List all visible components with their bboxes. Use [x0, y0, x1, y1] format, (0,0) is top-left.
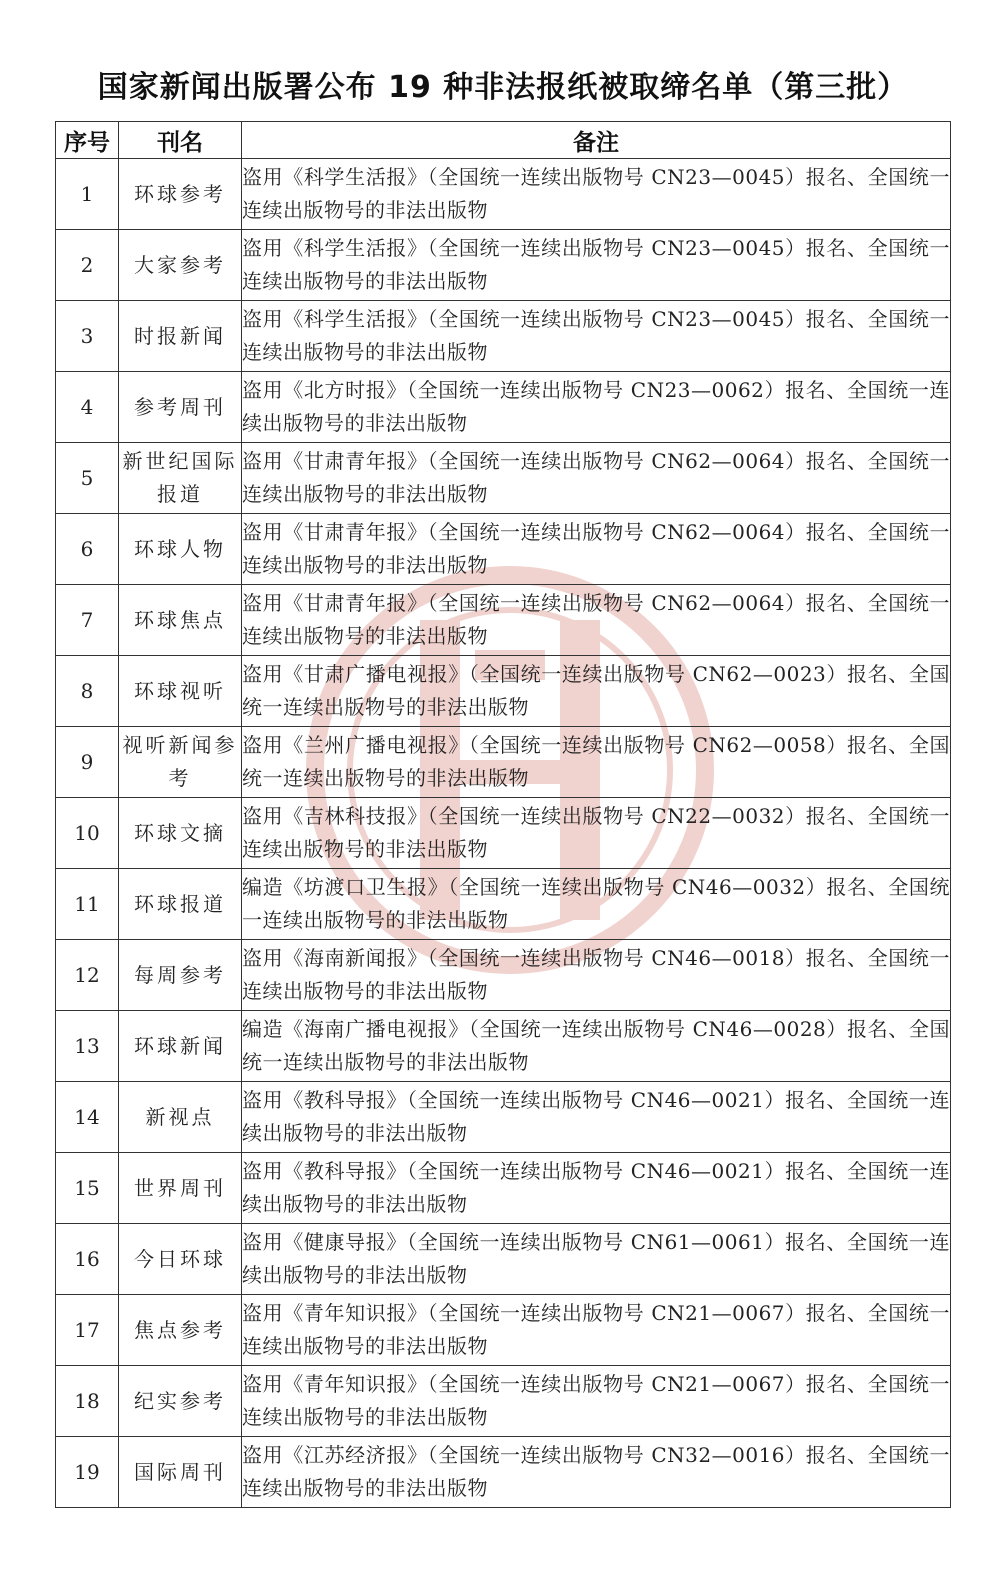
row-note: 盗用《甘肃广播电视报》（全国统一连续出版物号 CN62—0023）报名、全国统一连续出版物号的非法出版物 — [242, 656, 951, 727]
row-no: 5 — [56, 443, 119, 514]
row-no: 9 — [56, 727, 119, 798]
row-note: 盗用《北方时报》（全国统一连续出版物号 CN23—0062）报名、全国统一连续出版物号的非法出版物 — [242, 372, 951, 443]
row-no: 8 — [56, 656, 119, 727]
table-row — [56, 514, 951, 585]
row-no: 1 — [56, 159, 119, 230]
table-row — [56, 656, 951, 727]
header-note: 备注 — [242, 122, 951, 159]
row-no: 17 — [56, 1295, 119, 1366]
row-no: 14 — [56, 1082, 119, 1153]
table-row — [56, 727, 951, 798]
row-name: 世界周刊 — [119, 1153, 242, 1224]
row-name: 今日环球 — [119, 1224, 242, 1295]
table-row — [56, 940, 951, 1011]
row-name: 新世纪国际报道 — [119, 443, 242, 514]
row-note: 盗用《科学生活报》（全国统一连续出版物号 CN23—0045）报名、全国统一连续出版物号的非法出版物 — [242, 159, 951, 230]
row-note: 盗用《海南新闻报》（全国统一连续出版物号 CN46—0018）报名、全国统一连续出版物号的非法出版物 — [242, 940, 951, 1011]
row-no: 2 — [56, 230, 119, 301]
row-note: 盗用《甘肃青年报》（全国统一连续出版物号 CN62—0064）报名、全国统一连续出版物号的非法出版物 — [242, 585, 951, 656]
table-row — [56, 1011, 951, 1082]
row-note: 盗用《青年知识报》（全国统一连续出版物号 CN21—0067）报名、全国统一连续出版物号的非法出版物 — [242, 1295, 951, 1366]
table-header-row — [56, 122, 951, 159]
row-name: 每周参考 — [119, 940, 242, 1011]
row-no: 10 — [56, 798, 119, 869]
table-row — [56, 869, 951, 940]
row-note: 盗用《青年知识报》（全国统一连续出版物号 CN21—0067）报名、全国统一连续出版物号的非法出版物 — [242, 1366, 951, 1437]
row-note: 盗用《甘肃青年报》（全国统一连续出版物号 CN62—0064）报名、全国统一连续出版物号的非法出版物 — [242, 443, 951, 514]
row-name: 环球文摘 — [119, 798, 242, 869]
row-no: 15 — [56, 1153, 119, 1224]
row-name: 国际周刊 — [119, 1437, 242, 1508]
table-row — [56, 798, 951, 869]
table-row — [56, 301, 951, 372]
table-row — [56, 372, 951, 443]
row-no: 12 — [56, 940, 119, 1011]
row-no: 7 — [56, 585, 119, 656]
row-no: 16 — [56, 1224, 119, 1295]
row-name: 时报新闻 — [119, 301, 242, 372]
illegal-newspaper-table — [55, 121, 951, 1508]
row-no: 6 — [56, 514, 119, 585]
row-note: 盗用《江苏经济报》（全国统一连续出版物号 CN32—0016）报名、全国统一连续出版物号的非法出版物 — [242, 1437, 951, 1508]
table-row — [56, 1153, 951, 1224]
row-note: 盗用《甘肃青年报》（全国统一连续出版物号 CN62—0064）报名、全国统一连续出版物号的非法出版物 — [242, 514, 951, 585]
row-name: 大家参考 — [119, 230, 242, 301]
table-row — [56, 230, 951, 301]
page-title: 国家新闻出版署公布 19 种非法报纸被取缔名单（第三批） — [97, 70, 909, 105]
row-note: 编造《海南广播电视报》（全国统一连续出版物号 CN46—0028）报名、全国统一连续出版物号的非法出版物 — [242, 1011, 951, 1082]
row-name: 环球报道 — [119, 869, 242, 940]
row-no: 3 — [56, 301, 119, 372]
row-name: 环球参考 — [119, 159, 242, 230]
row-name: 参考周刊 — [119, 372, 242, 443]
row-note: 盗用《科学生活报》（全国统一连续出版物号 CN23—0045）报名、全国统一连续出版物号的非法出版物 — [242, 301, 951, 372]
row-name: 焦点参考 — [119, 1295, 242, 1366]
row-note: 编造《坊渡口卫生报》（全国统一连续出版物号 CN46—0032）报名、全国统一连续出版物号的非法出版物 — [242, 869, 951, 940]
row-no: 4 — [56, 372, 119, 443]
row-note: 盗用《吉林科技报》（全国统一连续出版物号 CN22—0032）报名、全国统一连续出版物号的非法出版物 — [242, 798, 951, 869]
header-name: 刊名 — [119, 122, 242, 159]
row-note: 盗用《教科导报》（全国统一连续出版物号 CN46—0021）报名、全国统一连续出版物号的非法出版物 — [242, 1082, 951, 1153]
row-no: 19 — [56, 1437, 119, 1508]
table-row — [56, 1437, 951, 1508]
header-no: 序号 — [56, 122, 119, 159]
row-name: 环球新闻 — [119, 1011, 242, 1082]
table-row — [56, 1082, 951, 1153]
row-name: 环球焦点 — [119, 585, 242, 656]
row-name: 环球视听 — [119, 656, 242, 727]
row-no: 18 — [56, 1366, 119, 1437]
row-note: 盗用《兰州广播电视报》（全国统一连续出版物号 CN62—0058）报名、全国统一连续出版物号的非法出版物 — [242, 727, 951, 798]
row-name: 新视点 — [119, 1082, 242, 1153]
table-row — [56, 1366, 951, 1437]
row-note: 盗用《健康导报》（全国统一连续出版物号 CN61—0061）报名、全国统一连续出版物号的非法出版物 — [242, 1224, 951, 1295]
table-row — [56, 159, 951, 230]
row-name: 纪实参考 — [119, 1366, 242, 1437]
row-note: 盗用《教科导报》（全国统一连续出版物号 CN46—0021）报名、全国统一连续出版物号的非法出版物 — [242, 1153, 951, 1224]
table-row — [56, 443, 951, 514]
row-no: 13 — [56, 1011, 119, 1082]
row-name: 环球人物 — [119, 514, 242, 585]
table-row — [56, 585, 951, 656]
table-row — [56, 1295, 951, 1366]
table-row — [56, 1224, 951, 1295]
row-no: 11 — [56, 869, 119, 940]
row-name: 视听新闻参考 — [119, 727, 242, 798]
row-note: 盗用《科学生活报》（全国统一连续出版物号 CN23—0045）报名、全国统一连续出版物号的非法出版物 — [242, 230, 951, 301]
